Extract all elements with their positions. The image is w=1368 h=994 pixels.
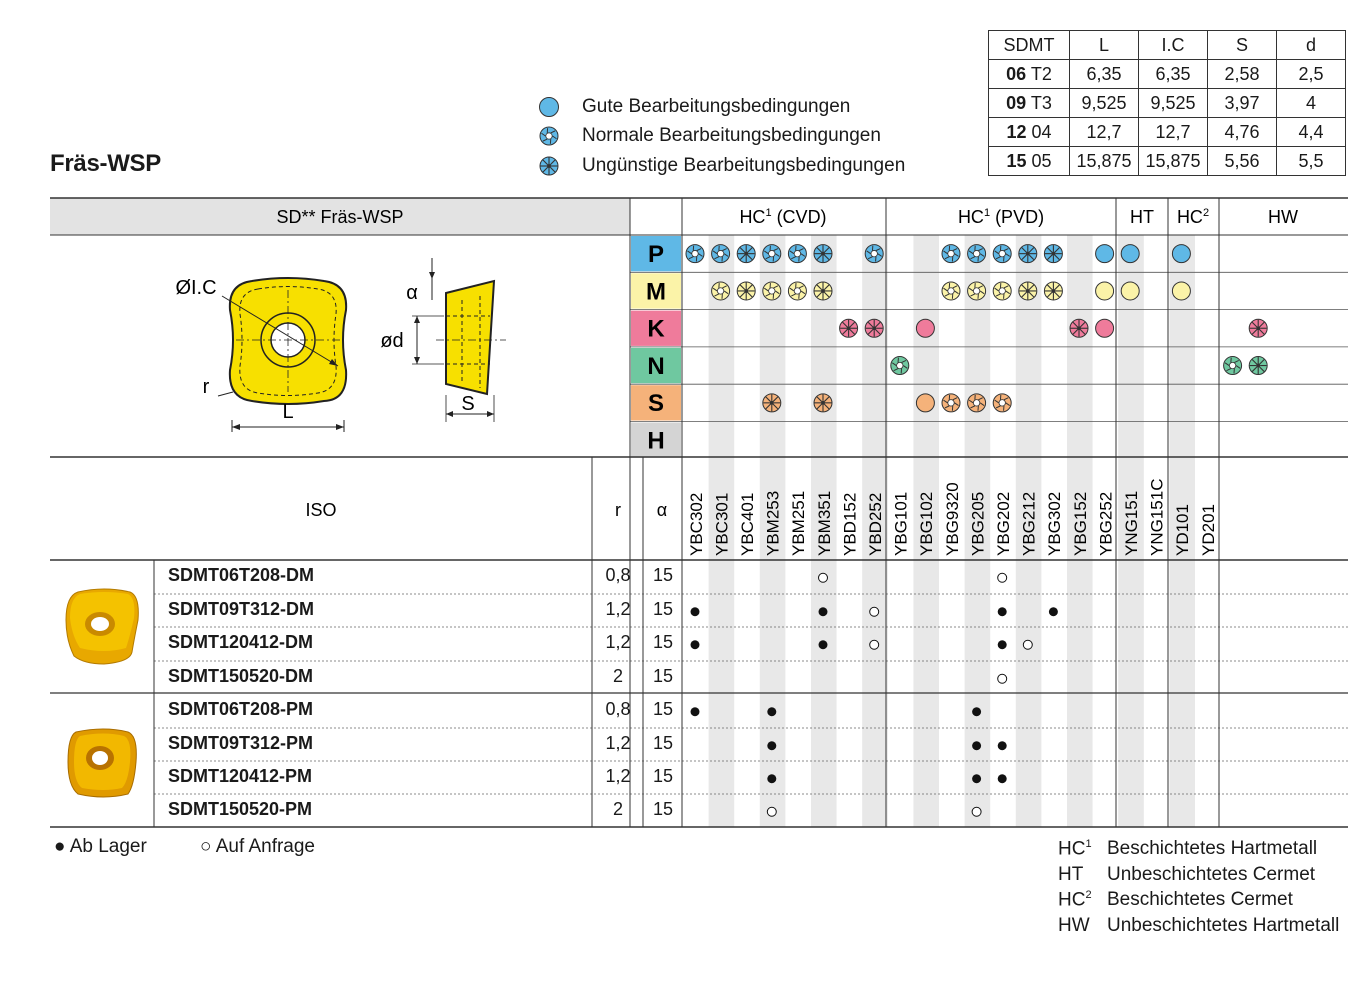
- l-value: 9,525: [1070, 89, 1139, 118]
- group-ht: HT: [1130, 207, 1154, 227]
- abbrev-ht-desc: Unbeschichtetes Cermet: [1107, 864, 1316, 885]
- application-symbol: [1121, 245, 1139, 263]
- application-symbol: [1249, 357, 1267, 375]
- legend-stock: ● Ab Lager: [54, 836, 147, 857]
- article-alpha: 15: [652, 666, 674, 686]
- in-stock-dot: [998, 607, 1007, 616]
- in-stock-dot: [972, 741, 981, 750]
- application-symbol: [1044, 282, 1062, 300]
- grade-label: YBM253: [763, 490, 783, 556]
- application-symbol: [712, 245, 730, 263]
- grade-label: YD201: [1198, 504, 1218, 556]
- grade-label: YBG205: [968, 491, 988, 556]
- group-hc1-pvd: $HC^1$ (PVD): [957, 207, 1045, 227]
- article-r: 0,8: [605, 699, 631, 719]
- s-value: 2,58: [1208, 60, 1277, 89]
- legend-bad-label: Ungünstige Bearbeitungsbedingungen: [582, 155, 906, 176]
- page-title: Fräs-WSP: [50, 150, 161, 177]
- alpha-label: α: [406, 282, 418, 304]
- application-symbol: [1096, 319, 1114, 337]
- application-symbol: [968, 394, 986, 412]
- in-stock-dot: [998, 741, 1007, 750]
- l-value: 15,875: [1070, 147, 1139, 176]
- article-alpha: 15: [652, 599, 674, 619]
- on-request-dot: [1023, 640, 1032, 649]
- in-stock-dot: [767, 774, 776, 783]
- l-value: 6,35: [1070, 60, 1139, 89]
- article-r: 1,2: [605, 733, 631, 753]
- application-symbol: [968, 245, 986, 263]
- on-request-dot: [972, 807, 981, 816]
- thickness-code: 04: [1031, 121, 1052, 142]
- insert-photo-pm: [68, 729, 136, 797]
- application-symbol: [1019, 282, 1037, 300]
- article-r: 0,8: [605, 565, 631, 585]
- in-stock-dot: [998, 774, 1007, 783]
- application-symbol: [916, 394, 934, 412]
- article-iso: SDMT09T312-PM: [168, 733, 314, 753]
- application-symbol: [916, 319, 934, 337]
- abbrev-hc2-desc: Beschichtetes Cermet: [1107, 889, 1293, 910]
- article-alpha: 15: [652, 632, 674, 652]
- size-code: 12: [1006, 121, 1027, 142]
- application-symbol: [1172, 245, 1190, 263]
- d-value: 5,5: [1277, 147, 1346, 176]
- application-symbol: [1019, 245, 1037, 263]
- article-iso: SDMT120412-PM: [168, 766, 313, 786]
- article-alpha: 15: [652, 733, 674, 753]
- s-value: 3,97: [1208, 89, 1277, 118]
- group-hw: HW: [1268, 207, 1298, 227]
- application-symbol: [1121, 282, 1139, 300]
- d-value: 4,4: [1277, 118, 1346, 147]
- size-code: 15: [1006, 150, 1027, 171]
- grade-label: YBM351: [814, 490, 834, 556]
- application-symbol: [788, 245, 806, 263]
- abbrev-hw-desc: Unbeschichtetes Hartmetall: [1107, 915, 1340, 936]
- on-request-dot: [998, 573, 1007, 582]
- article-iso: SDMT150520-DM: [168, 666, 314, 686]
- on-request-dot: [819, 573, 828, 582]
- application-symbol: [891, 357, 909, 375]
- article-iso: SDMT06T208-DM: [168, 565, 315, 585]
- ic-value: 9,525: [1139, 89, 1208, 118]
- on-request-dot: [767, 807, 776, 816]
- ic-value: 15,875: [1139, 147, 1208, 176]
- application-symbol: [942, 394, 960, 412]
- abbrev-hc1: $HC^1$: [1058, 838, 1092, 860]
- article-iso: SDMT06T208-PM: [168, 699, 314, 719]
- ic-label: ØI.C: [175, 277, 217, 299]
- grade-label: YBD252: [866, 492, 885, 556]
- in-stock-dot: [767, 707, 776, 716]
- in-stock-dot: [691, 707, 700, 716]
- section-header: SD** Fräs-WSP: [276, 207, 404, 227]
- legend-normal-label: Normale Bearbeitungsbedingungen: [582, 125, 881, 146]
- legend-request: ○ Auf Anfrage: [200, 836, 316, 857]
- grade-label: YBC301: [712, 492, 732, 556]
- grade-label: YBM251: [789, 490, 809, 556]
- on-request-dot: [870, 640, 879, 649]
- grade-label: YBG252: [1096, 491, 1116, 556]
- thickness-code: T2: [1030, 63, 1052, 84]
- application-symbol: [993, 394, 1011, 412]
- article-r: 2: [612, 666, 623, 686]
- material-h: H: [647, 427, 665, 455]
- sdmt-header: SDMT: [989, 31, 1070, 60]
- d-value: 4: [1277, 89, 1346, 118]
- application-symbol: [1172, 282, 1190, 300]
- abbrev-hc2: $HC^2$: [1058, 889, 1092, 911]
- grade-label: YBG9320: [942, 482, 962, 556]
- thickness-code: T3: [1030, 92, 1052, 113]
- insert-photo-dm: [66, 589, 138, 664]
- grade-label: YNG151: [1122, 490, 1141, 556]
- s-label: S: [461, 393, 475, 415]
- article-r: 1,2: [605, 766, 631, 786]
- in-stock-dot: [691, 607, 700, 616]
- size-code: 09: [1006, 92, 1027, 113]
- article-alpha: 15: [652, 799, 674, 819]
- application-symbol: [865, 319, 883, 337]
- size-code: 06: [1006, 63, 1027, 84]
- in-stock-dot: [767, 741, 776, 750]
- d-header: d: [1277, 31, 1346, 60]
- grade-label: YBG302: [1045, 491, 1065, 556]
- in-stock-dot: [998, 640, 1007, 649]
- in-stock-dot: [972, 774, 981, 783]
- abbrev-ht: HT: [1058, 864, 1084, 885]
- alpha-header: α: [656, 500, 668, 520]
- article-iso: SDMT09T312-DM: [168, 599, 315, 619]
- ic-header: I.C: [1139, 31, 1208, 60]
- in-stock-dot: [1049, 607, 1058, 616]
- article-alpha: 15: [652, 766, 674, 786]
- s-value: 5,56: [1208, 147, 1277, 176]
- in-stock-dot: [819, 640, 828, 649]
- insert-top-view-drawing: [175, 277, 346, 432]
- r-label: r: [202, 376, 210, 398]
- l-value: 12,7: [1070, 118, 1139, 147]
- application-symbol: [968, 282, 986, 300]
- application-symbol: [942, 282, 960, 300]
- on-request-dot: [998, 674, 1007, 683]
- article-alpha: 15: [652, 699, 674, 719]
- article-r: 2: [612, 799, 623, 819]
- grade-label: YBG101: [891, 491, 911, 556]
- s-header: S: [1208, 31, 1277, 60]
- application-symbol: [1096, 245, 1114, 263]
- application-symbol: [814, 245, 832, 263]
- application-symbol: [1096, 282, 1114, 300]
- application-symbol: [993, 282, 1011, 300]
- legend-good-label: Gute Bearbeitungsbedingungen: [582, 96, 851, 117]
- article-r: 1,2: [605, 632, 631, 652]
- application-symbol: [763, 394, 781, 412]
- article-iso: SDMT150520-PM: [168, 799, 313, 819]
- s-value: 4,76: [1208, 118, 1277, 147]
- ic-value: 6,35: [1139, 60, 1208, 89]
- abbrev-hc1-desc: Beschichtetes Hartmetall: [1107, 838, 1318, 859]
- insert-side-view-drawing: [380, 258, 506, 422]
- grade-label: YBD152: [840, 492, 860, 556]
- in-stock-dot: [691, 640, 700, 649]
- thickness-code: 05: [1031, 150, 1052, 171]
- material-s: S: [647, 390, 665, 418]
- application-symbol: [1044, 245, 1062, 263]
- r-header: r: [615, 500, 621, 520]
- ic-value: 12,7: [1139, 118, 1208, 147]
- l-label: L: [282, 401, 294, 423]
- grade-label: YNG151C: [1147, 478, 1167, 556]
- application-symbol: [993, 245, 1011, 263]
- application-symbol: [865, 245, 883, 263]
- application-symbol: [788, 282, 806, 300]
- material-m: M: [646, 278, 666, 306]
- article-r: 1,2: [605, 599, 631, 619]
- d-label: ød: [380, 330, 404, 352]
- article-iso: SDMT120412-DM: [168, 632, 314, 652]
- material-p: P: [647, 241, 665, 268]
- iso-header: ISO: [305, 500, 337, 520]
- grade-label: YBG202: [994, 491, 1013, 556]
- on-request-dot: [870, 607, 879, 616]
- grade-label: YBC302: [686, 492, 706, 556]
- application-symbol: [1224, 357, 1242, 375]
- article-alpha: 15: [652, 565, 674, 585]
- grade-label: YD101: [1173, 504, 1193, 556]
- in-stock-dot: [819, 607, 828, 616]
- application-symbol: [814, 282, 832, 300]
- application-symbol: [840, 319, 858, 337]
- material-k: K: [647, 315, 665, 343]
- application-symbol: [686, 245, 704, 263]
- abbrev-hw: HW: [1058, 915, 1090, 936]
- application-symbol: [942, 245, 960, 263]
- grade-label: YBC401: [738, 492, 757, 556]
- application-symbol: [737, 245, 755, 263]
- application-symbol: [814, 394, 832, 412]
- l-header: L: [1070, 31, 1139, 60]
- application-symbol: [1249, 319, 1267, 337]
- application-symbol: [737, 282, 755, 300]
- group-hc1-cvd: $HC^1$ (CVD): [739, 207, 827, 227]
- group-hc2: $HC^2$: [1176, 207, 1210, 227]
- application-symbol: [712, 282, 730, 300]
- application-symbol: [763, 282, 781, 300]
- in-stock-dot: [972, 707, 981, 716]
- application-symbol: [763, 245, 781, 263]
- application-symbol: [1070, 319, 1088, 337]
- d-value: 2,5: [1277, 60, 1346, 89]
- grade-label: YBG102: [917, 491, 937, 556]
- grade-label: YBG152: [1070, 491, 1090, 556]
- material-n: N: [647, 352, 665, 380]
- grade-label: YBG212: [1019, 491, 1039, 556]
